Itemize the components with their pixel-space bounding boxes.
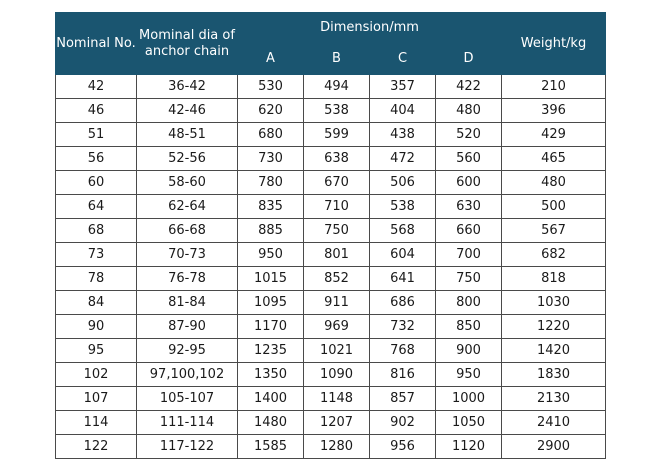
cell-dim-b: 670 xyxy=(304,171,370,195)
cell-nominal-no: 64 xyxy=(56,195,137,219)
cell-dim-d: 900 xyxy=(436,339,502,363)
cell-weight: 480 xyxy=(502,171,606,195)
cell-nominal-no: 90 xyxy=(56,315,137,339)
cell-dim-d: 1000 xyxy=(436,387,502,411)
table-row xyxy=(56,243,606,267)
cell-nominal-no: 107 xyxy=(56,387,137,411)
cell-dim-b: 852 xyxy=(304,267,370,291)
cell-dim-a: 1480 xyxy=(238,411,304,435)
cell-weight: 567 xyxy=(502,219,606,243)
cell-dim-c: 641 xyxy=(370,267,436,291)
cell-dim-b: 599 xyxy=(304,123,370,147)
cell-dim-c: 472 xyxy=(370,147,436,171)
cell-dim-c: 404 xyxy=(370,99,436,123)
cell-dim-a: 1095 xyxy=(238,291,304,315)
cell-dim-a: 1400 xyxy=(238,387,304,411)
header-dim-a: A xyxy=(238,42,304,75)
cell-weight: 1030 xyxy=(502,291,606,315)
cell-dim-d: 520 xyxy=(436,123,502,147)
table-row xyxy=(56,291,606,315)
cell-dim-c: 768 xyxy=(370,339,436,363)
cell-weight: 465 xyxy=(502,147,606,171)
cell-chain-dia: 48-51 xyxy=(137,123,238,147)
cell-dim-b: 638 xyxy=(304,147,370,171)
table-row xyxy=(56,267,606,291)
cell-dim-b: 494 xyxy=(304,75,370,99)
cell-dim-a: 885 xyxy=(238,219,304,243)
table-row xyxy=(56,99,606,123)
cell-dim-c: 506 xyxy=(370,171,436,195)
cell-dim-c: 732 xyxy=(370,315,436,339)
table-row xyxy=(56,147,606,171)
cell-nominal-no: 73 xyxy=(56,243,137,267)
cell-dim-c: 686 xyxy=(370,291,436,315)
table-row xyxy=(56,435,606,459)
cell-chain-dia: 70-73 xyxy=(137,243,238,267)
cell-weight: 682 xyxy=(502,243,606,267)
cell-dim-a: 530 xyxy=(238,75,304,99)
cell-nominal-no: 78 xyxy=(56,267,137,291)
cell-weight: 396 xyxy=(502,99,606,123)
cell-dim-a: 730 xyxy=(238,147,304,171)
table-row xyxy=(56,363,606,387)
cell-chain-dia: 58-60 xyxy=(137,171,238,195)
cell-dim-b: 538 xyxy=(304,99,370,123)
cell-dim-b: 1207 xyxy=(304,411,370,435)
cell-nominal-no: 114 xyxy=(56,411,137,435)
cell-chain-dia: 97,100,102 xyxy=(137,363,238,387)
cell-nominal-no: 122 xyxy=(56,435,137,459)
cell-weight: 2900 xyxy=(502,435,606,459)
cell-dim-c: 604 xyxy=(370,243,436,267)
cell-dim-b: 750 xyxy=(304,219,370,243)
cell-dim-d: 850 xyxy=(436,315,502,339)
cell-weight: 1220 xyxy=(502,315,606,339)
cell-dim-d: 560 xyxy=(436,147,502,171)
cell-dim-c: 902 xyxy=(370,411,436,435)
header-chain-dia-line1: Mominal dia of xyxy=(139,27,235,43)
cell-nominal-no: 102 xyxy=(56,363,137,387)
cell-nominal-no: 68 xyxy=(56,219,137,243)
cell-dim-c: 857 xyxy=(370,387,436,411)
cell-nominal-no: 95 xyxy=(56,339,137,363)
cell-dim-d: 660 xyxy=(436,219,502,243)
cell-dim-c: 438 xyxy=(370,123,436,147)
anchor-spec-table xyxy=(55,12,606,459)
table-row xyxy=(56,171,606,195)
table-row xyxy=(56,411,606,435)
header-row-top xyxy=(56,13,606,42)
cell-chain-dia: 92-95 xyxy=(137,339,238,363)
cell-dim-b: 969 xyxy=(304,315,370,339)
table-row xyxy=(56,387,606,411)
cell-nominal-no: 56 xyxy=(56,147,137,171)
cell-dim-a: 1170 xyxy=(238,315,304,339)
cell-dim-d: 600 xyxy=(436,171,502,195)
cell-chain-dia: 36-42 xyxy=(137,75,238,99)
cell-dim-d: 422 xyxy=(436,75,502,99)
cell-dim-b: 1148 xyxy=(304,387,370,411)
cell-dim-a: 1350 xyxy=(238,363,304,387)
cell-dim-a: 620 xyxy=(238,99,304,123)
table-row xyxy=(56,315,606,339)
cell-weight: 429 xyxy=(502,123,606,147)
cell-dim-b: 1021 xyxy=(304,339,370,363)
cell-dim-b: 801 xyxy=(304,243,370,267)
cell-nominal-no: 42 xyxy=(56,75,137,99)
header-weight: Weight/kg xyxy=(502,13,606,75)
cell-dim-d: 480 xyxy=(436,99,502,123)
cell-dim-d: 1120 xyxy=(436,435,502,459)
spec-table-container xyxy=(55,12,606,459)
cell-nominal-no: 51 xyxy=(56,123,137,147)
table-header xyxy=(56,13,606,75)
cell-dim-c: 357 xyxy=(370,75,436,99)
cell-weight: 1830 xyxy=(502,363,606,387)
cell-dim-d: 630 xyxy=(436,195,502,219)
table-row xyxy=(56,195,606,219)
cell-dim-a: 835 xyxy=(238,195,304,219)
cell-dim-d: 750 xyxy=(436,267,502,291)
cell-dim-a: 680 xyxy=(238,123,304,147)
table-body xyxy=(56,75,606,459)
table-row xyxy=(56,219,606,243)
cell-weight: 210 xyxy=(502,75,606,99)
table-row xyxy=(56,339,606,363)
cell-dim-c: 568 xyxy=(370,219,436,243)
cell-nominal-no: 60 xyxy=(56,171,137,195)
table-row xyxy=(56,123,606,147)
header-dimension: Dimension/mm xyxy=(238,13,502,42)
cell-chain-dia: 66-68 xyxy=(137,219,238,243)
cell-nominal-no: 84 xyxy=(56,291,137,315)
cell-chain-dia: 117-122 xyxy=(137,435,238,459)
cell-chain-dia: 52-56 xyxy=(137,147,238,171)
cell-chain-dia: 42-46 xyxy=(137,99,238,123)
cell-dim-a: 780 xyxy=(238,171,304,195)
cell-dim-d: 1050 xyxy=(436,411,502,435)
header-chain-dia-line2: anchor chain xyxy=(144,43,230,59)
cell-dim-a: 1235 xyxy=(238,339,304,363)
cell-dim-b: 911 xyxy=(304,291,370,315)
cell-chain-dia: 81-84 xyxy=(137,291,238,315)
cell-weight: 818 xyxy=(502,267,606,291)
cell-chain-dia: 111-114 xyxy=(137,411,238,435)
header-dim-d: D xyxy=(436,42,502,75)
cell-weight: 500 xyxy=(502,195,606,219)
cell-dim-d: 800 xyxy=(436,291,502,315)
cell-dim-d: 700 xyxy=(436,243,502,267)
cell-chain-dia: 105-107 xyxy=(137,387,238,411)
header-chain-dia xyxy=(137,13,238,75)
cell-weight: 2130 xyxy=(502,387,606,411)
cell-dim-a: 1015 xyxy=(238,267,304,291)
cell-weight: 2410 xyxy=(502,411,606,435)
cell-dim-b: 710 xyxy=(304,195,370,219)
cell-dim-c: 956 xyxy=(370,435,436,459)
cell-dim-c: 538 xyxy=(370,195,436,219)
cell-dim-a: 1585 xyxy=(238,435,304,459)
cell-dim-a: 950 xyxy=(238,243,304,267)
table-row xyxy=(56,75,606,99)
cell-weight: 1420 xyxy=(502,339,606,363)
cell-chain-dia: 87-90 xyxy=(137,315,238,339)
cell-dim-c: 816 xyxy=(370,363,436,387)
cell-dim-b: 1280 xyxy=(304,435,370,459)
header-dim-c: C xyxy=(370,42,436,75)
header-nominal-no: Nominal No. xyxy=(56,13,137,75)
header-dim-b: B xyxy=(304,42,370,75)
cell-chain-dia: 76-78 xyxy=(137,267,238,291)
cell-chain-dia: 62-64 xyxy=(137,195,238,219)
cell-dim-d: 950 xyxy=(436,363,502,387)
cell-nominal-no: 46 xyxy=(56,99,137,123)
cell-dim-b: 1090 xyxy=(304,363,370,387)
